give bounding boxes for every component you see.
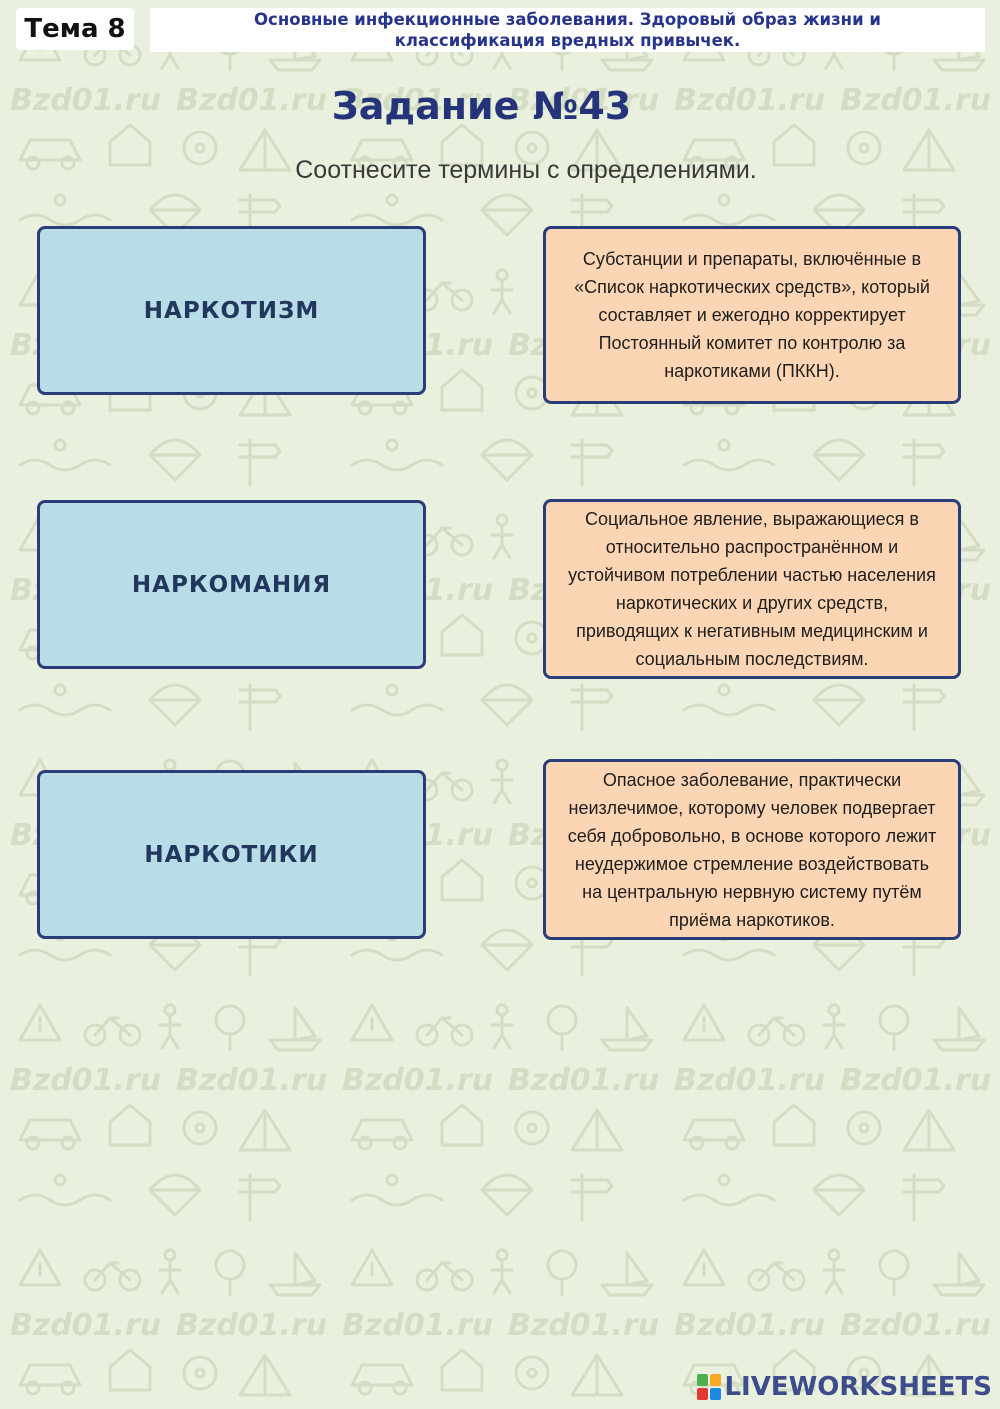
definition-line: устойчивом потреблении частью населения — [568, 565, 936, 585]
definition-line: неудержимое стремление воздействовать — [574, 853, 930, 874]
liveworksheets-brand: LIVEWORKSHEETS — [724, 1372, 992, 1402]
definition-line: составляет и ежегодно корректирует — [598, 305, 906, 325]
definition-line: наркотических и других средств, — [615, 593, 889, 613]
definition-line: Субстанции и препараты, включённые в — [582, 249, 922, 269]
definition-line: приёма наркотиков. — [669, 909, 835, 930]
definition-line: наркотиками (ПККН). — [664, 361, 840, 381]
definition-line: себя добровольно, в основе которого лежит — [567, 825, 937, 846]
liveworksheets-logo-icon — [697, 1374, 721, 1400]
definition-line: относительно распространённом и — [605, 537, 899, 557]
liveworksheets-watermark — [697, 1372, 992, 1402]
header-subtitle-line2: классификация вредных привычек. — [394, 31, 741, 50]
task-instruction: Соотнесите термины с определениями. — [295, 156, 757, 184]
term-box-2[interactable]: НАРКОМАНИЯ — [37, 500, 426, 669]
term-box-3[interactable]: НАРКОТИКИ — [37, 770, 426, 939]
definition-line: на центральную нервную систему путём — [582, 881, 922, 902]
definition-line: социальным последствиям. — [635, 649, 869, 669]
definition-line: «Список наркотических средств», который — [574, 277, 930, 297]
definition-line: Социальное явление, выражающиеся в — [585, 509, 919, 529]
definition-box-1[interactable] — [543, 226, 961, 404]
definition-line: Опасное заболевание, практически — [602, 769, 902, 790]
definition-box-3[interactable] — [543, 759, 961, 940]
topic-label: Тема 8 — [16, 8, 134, 50]
task-title: Задание №43 — [331, 84, 632, 128]
definition-line: приводящих к негативным медицинским и — [576, 621, 928, 641]
page-header — [150, 8, 985, 52]
definition-line: Постоянный комитет по контролю за — [598, 333, 906, 353]
definition-line: неизлечимое, которому человек подвергает — [568, 797, 936, 818]
term-box-1[interactable]: НАРКОТИЗМ — [37, 226, 426, 395]
definition-box-2[interactable] — [543, 499, 961, 679]
header-subtitle-line1: Основные инфекционные заболевания. Здоровый образ жизни и — [254, 10, 881, 29]
